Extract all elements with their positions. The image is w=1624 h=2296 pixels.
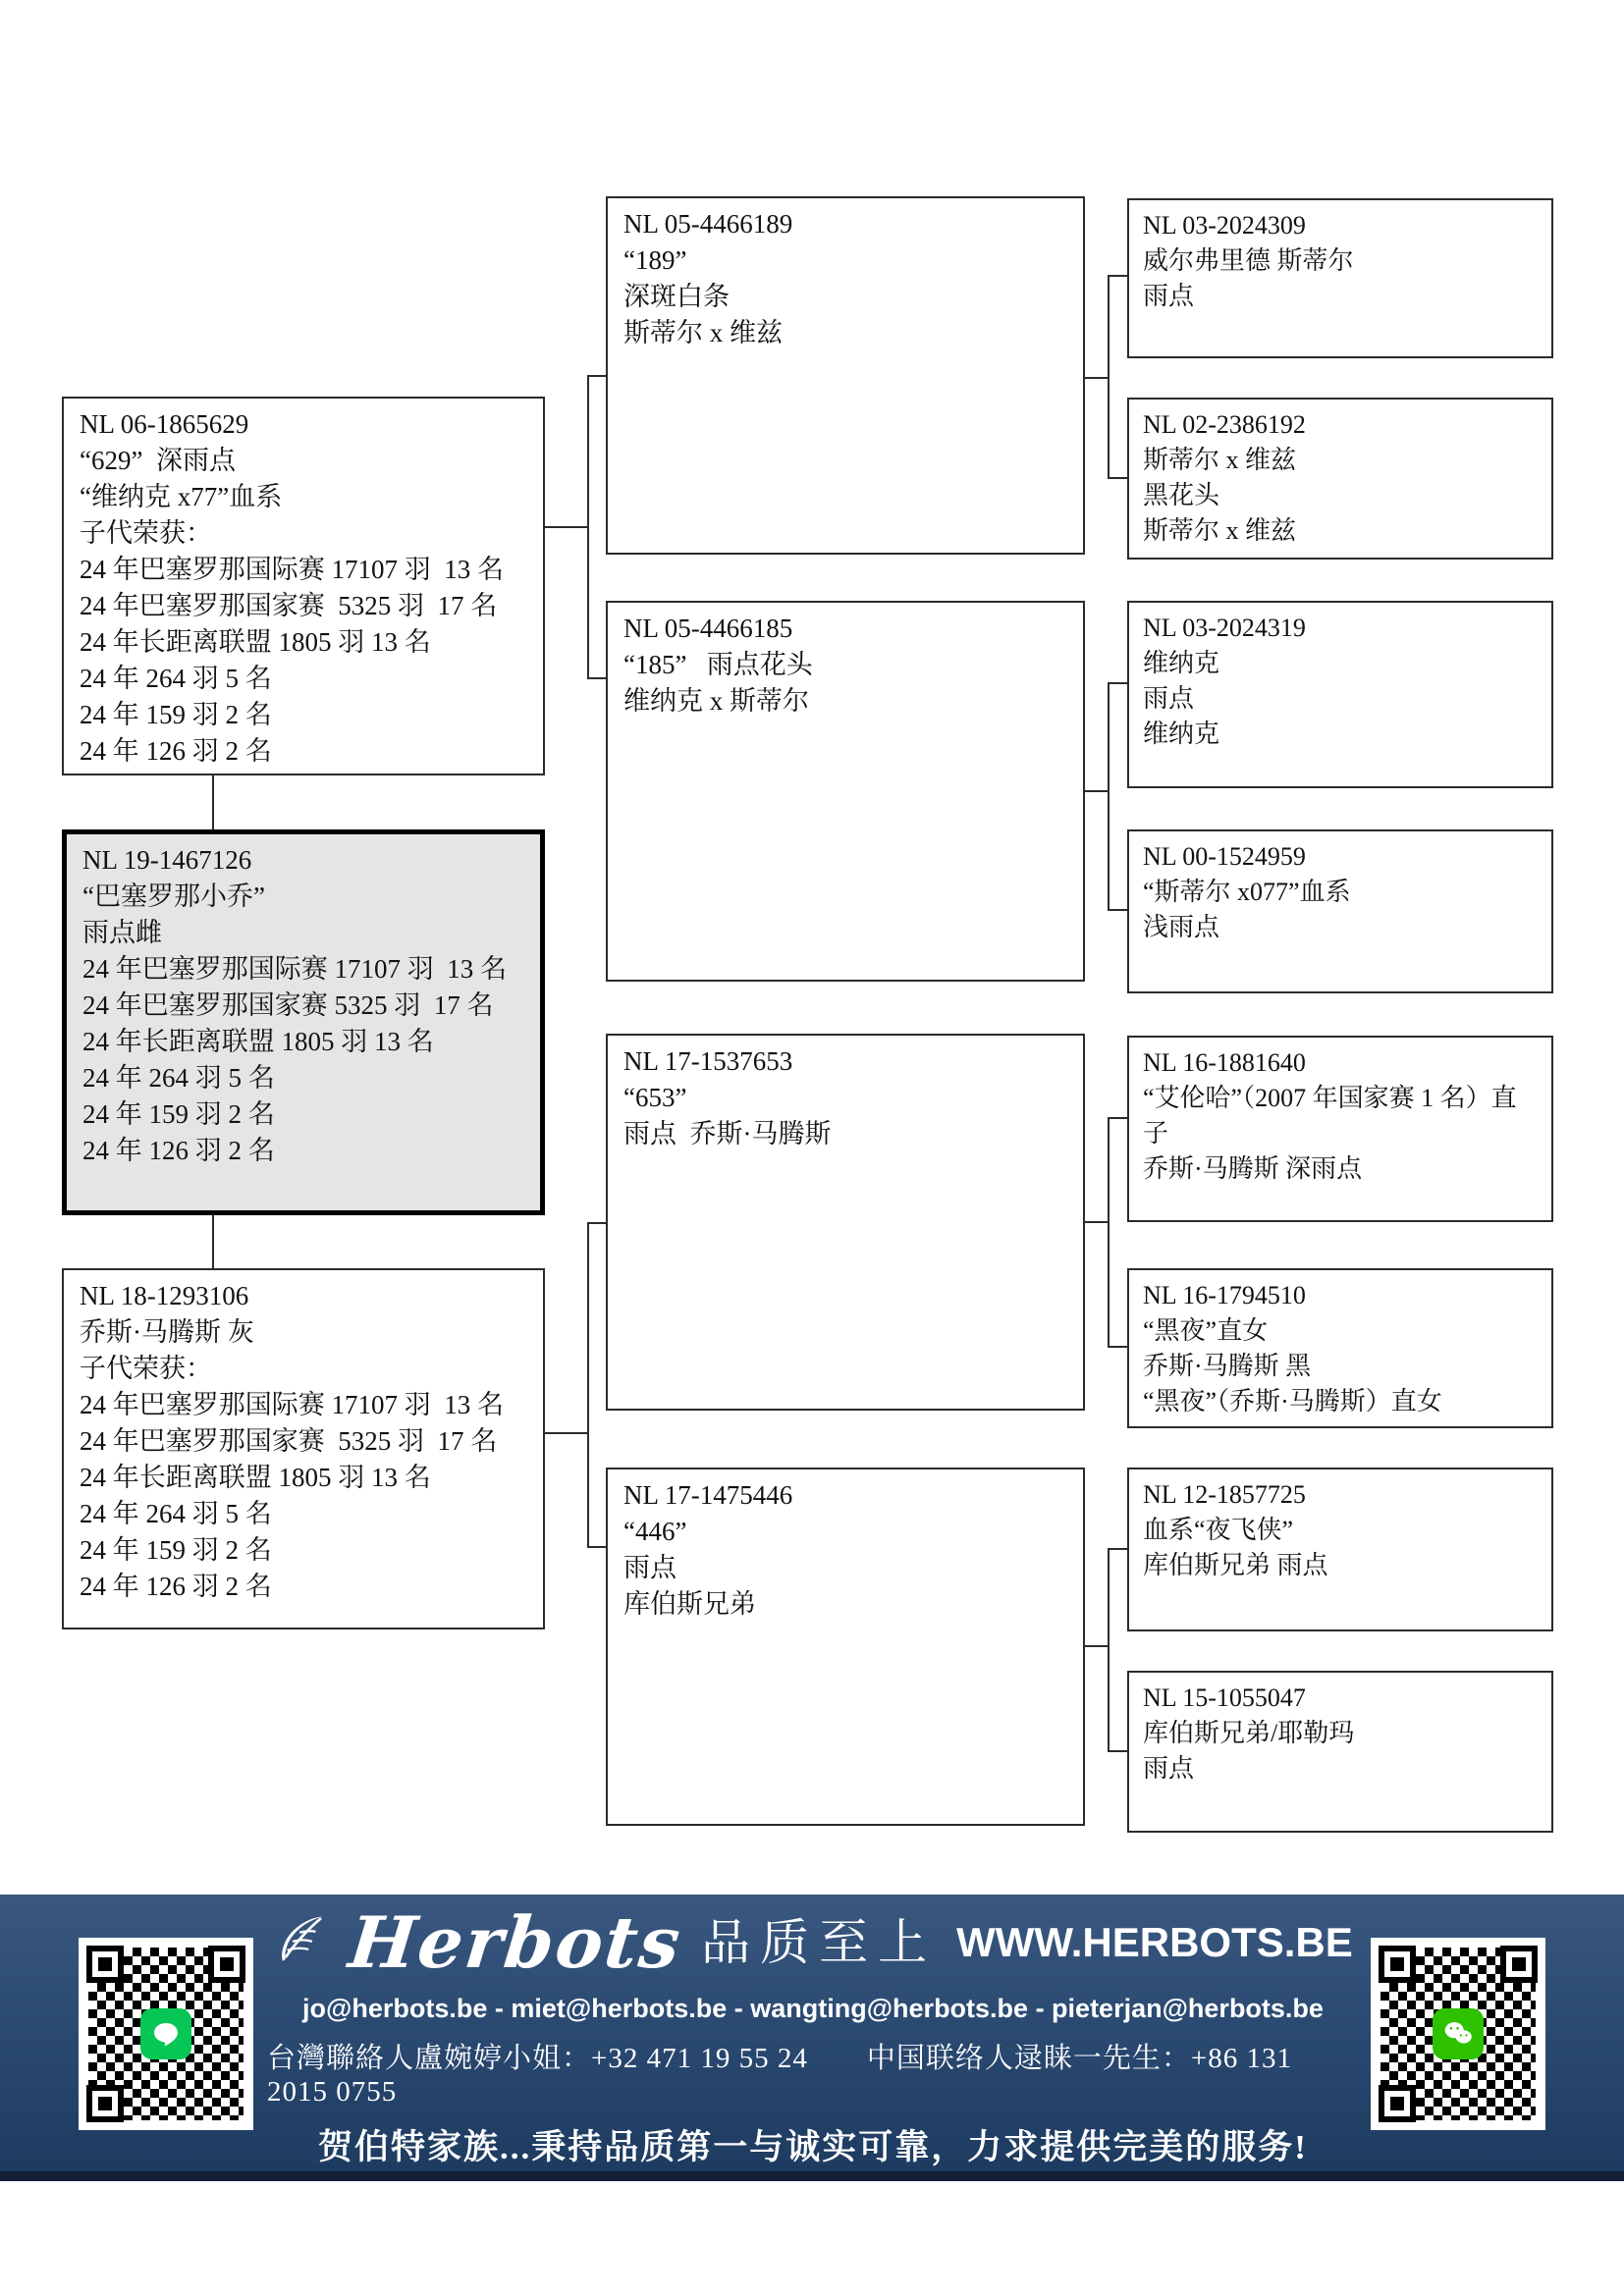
pedigree-text-line: 维纳克 — [1143, 649, 1220, 677]
pedigree-box-great-grandparent-5 — [1127, 1036, 1553, 1222]
qr-finder — [86, 1946, 124, 1983]
pedigree-text-line: “黑夜”直女 — [1143, 1316, 1269, 1345]
pedigree-text-line: NL 06-1865629 — [80, 409, 249, 439]
pedigree-text-line: 斯蒂尔 x 维兹 — [623, 318, 783, 347]
pedigree-box-subject-bird — [62, 829, 545, 1215]
brand-slogan-cn: 品质至上 — [701, 1914, 938, 1970]
qr-finder — [1379, 2085, 1416, 2122]
pedigree-box-grandparent-4 — [606, 1468, 1085, 1826]
pedigree-text-line: 24 年巴塞罗那国家赛 5325 羽 17 名 — [80, 591, 498, 620]
pedigree-text-line: 24 年 159 羽 2 名 — [80, 1535, 272, 1565]
connector-line — [1108, 1548, 1110, 1752]
footer-bottom-edge — [0, 2171, 1624, 2181]
pedigree-text-line: 24 年长距离联盟 1805 羽 13 名 — [80, 1463, 431, 1492]
pedigree-text-line: “斯蒂尔 x077”血系 — [1143, 878, 1351, 906]
pedigree-box-grandparent-3 — [606, 1034, 1085, 1411]
pedigree-text-line: 24 年巴塞罗那国际赛 17107 羽 13 名 — [80, 1390, 504, 1419]
pedigree-text-line: 血系“夜飞侠” — [1143, 1516, 1294, 1544]
pedigree-text-line: 雨点 — [1143, 282, 1195, 310]
pedigree-text-line: “艾伦哈”（2007 年国家赛 1 名）直子 — [1143, 1084, 1517, 1148]
connector-line — [1085, 790, 1110, 792]
connector-line — [587, 375, 589, 679]
pedigree-box-great-grandparent-1 — [1127, 198, 1553, 358]
pedigree-text-line: 库伯斯兄弟 雨点 — [1143, 1551, 1328, 1579]
pedigree-box-great-grandparent-7 — [1127, 1468, 1553, 1631]
contact-emails: jo@herbots.be - miet@herbots.be - wangting@herbots.be - pieterjan@herbots.be — [302, 1993, 1324, 2023]
pedigree-text-line: “653” — [623, 1083, 687, 1112]
pedigree-box-grandparent-1 — [606, 196, 1085, 555]
connector-line — [1108, 682, 1127, 684]
connector-line — [1085, 1645, 1110, 1647]
feather-icon — [273, 1911, 330, 1973]
pedigree-text-line: 斯蒂尔 x 维兹 — [1143, 516, 1297, 545]
connector-line — [1108, 1548, 1127, 1550]
pedigree-box-sire — [62, 397, 545, 775]
pedigree-box-great-grandparent-3 — [1127, 601, 1553, 788]
pedigree-box-great-grandparent-8 — [1127, 1671, 1553, 1833]
qr-finder — [1379, 1946, 1416, 1983]
pedigree-text-line: 维纳克 x 斯蒂尔 — [623, 686, 809, 716]
connector-line — [1108, 477, 1127, 479]
pedigree-text-line: 24 年 264 羽 5 名 — [80, 664, 272, 693]
connector-line — [1108, 909, 1127, 911]
connector-line — [1108, 1117, 1110, 1348]
connector-line — [587, 677, 608, 679]
pedigree-text-line: 斯蒂尔 x 维兹 — [1143, 446, 1297, 474]
connector-line — [212, 1215, 214, 1268]
pedigree-text-line: NL 05-4466185 — [623, 614, 793, 643]
connector-line — [1108, 1117, 1127, 1119]
pedigree-text-line: NL 17-1475446 — [623, 1480, 793, 1510]
pedigree-text-line: “185” 雨点花头 — [623, 650, 813, 679]
pedigree-text-line: NL 19-1467126 — [82, 845, 252, 875]
connector-line — [1108, 1750, 1127, 1752]
footer-content — [267, 1895, 1359, 2171]
pedigree-text-line: 黑花头 — [1143, 481, 1220, 509]
connector-line — [212, 775, 214, 829]
brand-row — [273, 1897, 1353, 1988]
pedigree-text-line: 乔斯·马腾斯 黑 — [1143, 1352, 1312, 1380]
connector-line — [545, 526, 589, 528]
connector-line — [587, 1222, 589, 1548]
pedigree-text-line: 雨点雌 — [82, 918, 162, 947]
pedigree-text-line: NL 15-1055047 — [1143, 1683, 1306, 1712]
pedigree-text-line: NL 03-2024319 — [1143, 614, 1306, 642]
connector-line — [1085, 1221, 1110, 1223]
line-icon — [140, 2008, 191, 2059]
connector-line — [1108, 275, 1127, 277]
pedigree-text-line: “巴塞罗那小乔” — [82, 881, 265, 911]
pedigree-box-great-grandparent-4 — [1127, 829, 1553, 993]
connector-line — [1085, 377, 1110, 379]
pedigree-text-line: 雨点 — [1143, 1754, 1195, 1783]
pedigree-text-line: NL 16-1794510 — [1143, 1281, 1306, 1309]
pedigree-text-line: 24 年 264 羽 5 名 — [80, 1499, 272, 1528]
qr-finder — [86, 2085, 124, 2122]
pedigree-text-line: 浅雨点 — [1143, 913, 1220, 941]
wechat-qr-code — [1371, 1938, 1545, 2130]
pedigree-text-line: 库伯斯兄弟 — [623, 1589, 756, 1619]
qr-finder — [208, 1946, 245, 1983]
pedigree-text-line: 24 年 126 羽 2 名 — [82, 1136, 275, 1165]
pedigree-text-line: 24 年长距离联盟 1805 羽 13 名 — [82, 1027, 434, 1056]
line-qr-code — [79, 1938, 253, 2130]
contact-phones: 台灣聯絡人盧婉婷小姐：+32 471 19 55 24 中国联络人逯睐一先生：+86 131 2015 0755 — [267, 2042, 1292, 2108]
pedigree-text-line: NL 18-1293106 — [80, 1281, 249, 1310]
connector-line — [1108, 1346, 1127, 1348]
connector-line — [587, 1546, 608, 1548]
pedigree-text-line: 24 年巴塞罗那国家赛 5325 羽 17 名 — [80, 1426, 498, 1456]
pedigree-text-line: 24 年 126 羽 2 名 — [80, 736, 272, 766]
qr-finder — [1500, 1946, 1538, 1983]
pedigree-text-line: 威尔弗里德 斯蒂尔 — [1143, 246, 1354, 275]
pedigree-text-line: 24 年巴塞罗那国际赛 17107 羽 13 名 — [80, 555, 504, 584]
pedigree-text-line: 乔斯·马腾斯 深雨点 — [1143, 1154, 1363, 1183]
connector-line — [545, 1432, 589, 1434]
pedigree-box-great-grandparent-2 — [1127, 398, 1553, 560]
pedigree-text-line: 子代荣获： — [80, 518, 212, 548]
pedigree-text-line: NL 00-1524959 — [1143, 842, 1306, 871]
pedigree-text-line: NL 12-1857725 — [1143, 1480, 1306, 1509]
pedigree-text-line: “446” — [623, 1517, 687, 1546]
pedigree-text-line: 深斑白条 — [623, 282, 730, 311]
pedigree-text-line: 24 年 159 羽 2 名 — [82, 1099, 275, 1129]
pedigree-box-dam — [62, 1268, 545, 1629]
pedigree-text-line: “629” 深雨点 — [80, 446, 236, 475]
connector-line — [587, 375, 608, 377]
wechat-icon — [1433, 2008, 1484, 2059]
website-url: WWW.HERBOTS.BE — [956, 1918, 1353, 1965]
pedigree-text-line: 雨点 乔斯·马腾斯 — [623, 1119, 832, 1148]
pedigree-text-line: “189” — [623, 245, 687, 275]
footer-banner — [0, 1895, 1624, 2181]
pedigree-text-line: 雨点 — [623, 1553, 677, 1582]
pedigree-text-line: 24 年 264 羽 5 名 — [82, 1063, 275, 1093]
pedigree-text-line: 子代荣获： — [80, 1354, 212, 1383]
pedigree-text-line: NL 03-2024309 — [1143, 211, 1306, 240]
connector-line — [587, 1222, 608, 1224]
pedigree-text-line: 24 年 126 羽 2 名 — [80, 1572, 272, 1601]
connector-line — [1108, 682, 1110, 911]
pedigree-text-line: NL 05-4466189 — [623, 209, 793, 239]
pedigree-text-line: 维纳克 — [1143, 720, 1220, 748]
pedigree-text-line: “维纳克 x77”血系 — [80, 482, 283, 511]
pedigree-box-grandparent-2 — [606, 601, 1085, 982]
pedigree-text-line: 雨点 — [1143, 684, 1195, 713]
brand-logo-text: Herbots — [345, 1899, 686, 1984]
connector-line — [1108, 275, 1110, 479]
pedigree-box-great-grandparent-6 — [1127, 1268, 1553, 1428]
pedigree-text-line: 24 年巴塞罗那国家赛 5325 羽 17 名 — [82, 990, 494, 1020]
pedigree-text-line: 库伯斯兄弟/耶勒玛 — [1143, 1719, 1355, 1747]
qr-pattern — [1380, 1948, 1536, 2120]
family-slogan: 贺伯特家族...秉持品质第一与诚实可靠，力求提供完美的服务! — [318, 2127, 1308, 2166]
pedigree-text-line: NL 16-1881640 — [1143, 1048, 1306, 1077]
qr-pattern — [88, 1948, 244, 2120]
pedigree-text-line: NL 02-2386192 — [1143, 410, 1306, 439]
pedigree-text-line: 乔斯·马腾斯 灰 — [80, 1317, 254, 1347]
pedigree-text-line: 24 年长距离联盟 1805 羽 13 名 — [80, 627, 431, 657]
pedigree-text-line: “黑夜”（乔斯·马腾斯）直女 — [1143, 1387, 1442, 1415]
pedigree-text-line: NL 17-1537653 — [623, 1046, 793, 1076]
pedigree-text-line: 24 年巴塞罗那国际赛 17107 羽 13 名 — [82, 954, 507, 984]
pedigree-text-line: 24 年 159 羽 2 名 — [80, 700, 272, 729]
